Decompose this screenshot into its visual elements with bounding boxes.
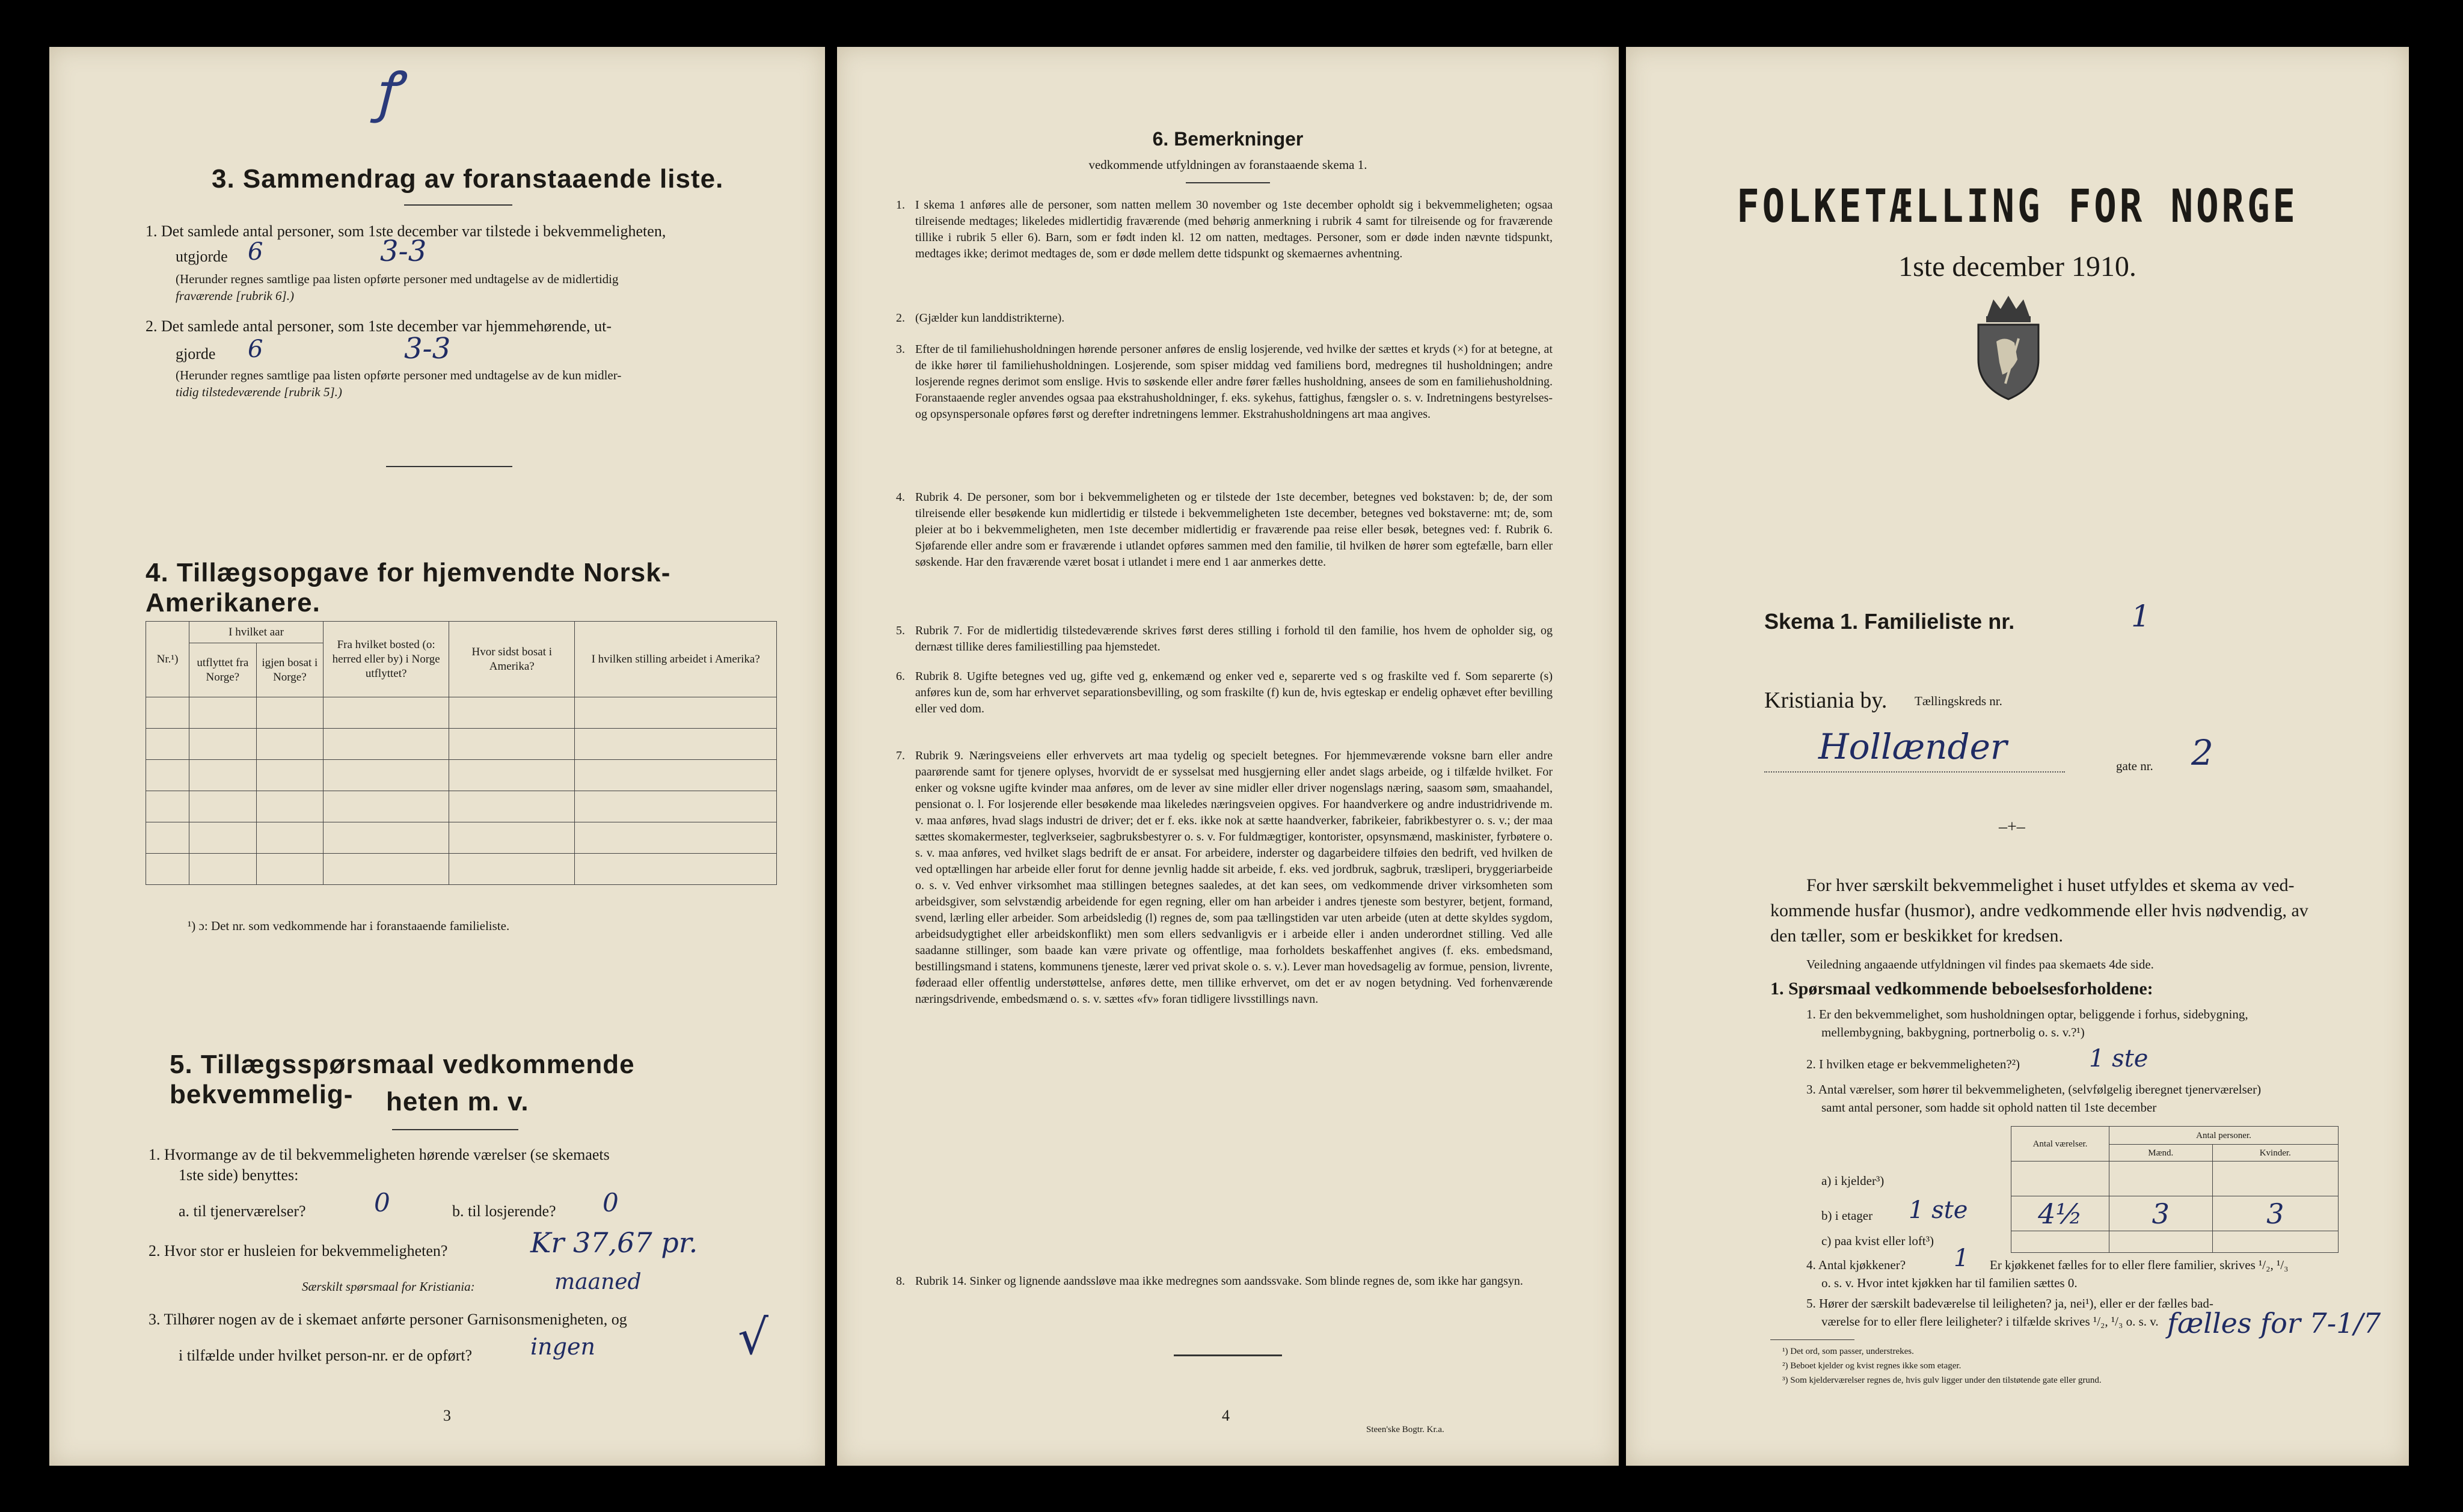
q1-1-text: 1. Er den bekvemmelighet, som husholdningen optar, beliggende i forhus, sidebygning, bbox=[1806, 1007, 2248, 1021]
q1-5-text-2: værelse for to eller flere leiligheter? i tilfælde skrives ¹/₂, ¹/₃ o. s. v. bbox=[1821, 1314, 2159, 1329]
remark-3: 3. Efter de til familiehusholdningen hørende personer anføres de enslig losjerende, ved hvilke der sættes et kryds (×) for at betegne, at de ikke hører til familiehusholdningen. Losjerende, som spiser middag ved familiens bord, medregnes til husholdningen; andre losjerende regnes derimot som enslige. Hvis to søskende eller andre fører fælles husholdning, ansees de som en familiehusholdning. Foranstaaende regler anvendes ogsaa paa ekstrahusholdninger, f. eks. sykehus, fattighus, fængsler o. s. v. Indretningens bestyrelses- og opsynspersonale opføres først og derefter indretningens lemmer. Ekstrahusholdningens art maa angives. bbox=[896, 343, 1553, 421]
printer-mark: Steen'ske Bogtr. Kr.a. bbox=[1366, 1425, 1444, 1434]
sec3-q1-text: 1. Det samlede antal personer, som 1ste december var tilstede i bekvemmeligheten, bbox=[146, 222, 666, 240]
page-middle bbox=[837, 47, 1619, 1466]
q1-5-value: fælles for 7-1/7 bbox=[2167, 1307, 2381, 1339]
document-date: 1ste december 1910. bbox=[1898, 251, 2136, 283]
table-row bbox=[146, 760, 777, 791]
col-nr: Nr.¹) bbox=[146, 622, 189, 697]
cell-kvinder: 3 bbox=[2212, 1196, 2339, 1231]
table-row bbox=[146, 729, 777, 760]
footnote-1: ¹) Det ord, som passer, understrekes. bbox=[1782, 1347, 1914, 1356]
row-etager: b) i etager bbox=[1821, 1208, 1873, 1223]
divider bbox=[404, 204, 512, 206]
remark-8: 8. Rubrik 14. Sinker og lignende aandssløve maa ikke medregnes som aandssvake. Som blinde regnes de, som ikke har gangsyn. bbox=[896, 1275, 1523, 1288]
footnote-3: ³) Som kjelderværelser regnes de, hvis gulv ligger under den tilstøtende gate eller grund. bbox=[1782, 1376, 2102, 1385]
ornament: –+– bbox=[1999, 818, 2025, 836]
sec5-q3-text: 3. Tilhører nogen av de i skemaet anførte personer Garnisonsmenigheten, og bbox=[149, 1311, 627, 1328]
q1-1-text-2: mellembygning, bakbygning, portnerbolig o. s. v.?¹) bbox=[1821, 1025, 2085, 1039]
document-title: FOLKETÆLLING FOR NORGE bbox=[1737, 179, 2298, 233]
intro-line-3: den tæller, som er beskikket for kredsen. bbox=[1770, 926, 2064, 946]
q1-4-value: 1 bbox=[1954, 1244, 1969, 1272]
sec3-q2-label: gjorde bbox=[176, 345, 216, 363]
remark-1: 1. I skema 1 anføres alle de personer, som natten mellem 30 november og 1ste december opholdt sig i bekvemmeligheten; ogsaa tilreisende medtages; likeledes midlertidig fraværende (med behørig anmerkning i rubrik 4 samt for tilreisende og for fraværende tillike i rubrik 5 eller 6). Barn, som er født inden kl. 12 om natten, medtages. Personer, som er døde inden nævnte tidspunkt, medtages ikke; derimot medtages de, som er døde mellem dette tidspunkt og skemaernes avhentning. bbox=[896, 198, 1553, 260]
table-row bbox=[146, 697, 777, 729]
col-igjen: igjen bosat i Norge? bbox=[256, 643, 323, 697]
page-number: 4 bbox=[1222, 1407, 1230, 1424]
q1-4-text-2: Er kjøkkenet fælles for to eller flere familier, skrives ¹/₂, ¹/₃ bbox=[1990, 1258, 2289, 1272]
sec3-q2-value: 6 bbox=[248, 335, 263, 363]
q1-3-text: 3. Antal værelser, som hører til bekvemmeligheten, (selvfølgelig iberegnet tjenerværelser) bbox=[1806, 1082, 2262, 1097]
col-stilling: I hvilken stilling arbeidet i Amerika? bbox=[575, 622, 777, 697]
page-left bbox=[49, 47, 825, 1466]
divider bbox=[1770, 1339, 1854, 1340]
familieliste-nr: 1 bbox=[2131, 599, 2150, 634]
check-mark: √ bbox=[738, 1309, 768, 1365]
q1-4-text: 4. Antal kjøkkener? bbox=[1806, 1258, 1906, 1272]
col-kvinder: Kvinder. bbox=[2212, 1145, 2339, 1162]
q1-5-text: 5. Hører der særskilt badeværelse til leiligheten? ja, nei¹), eller er der fælles bad- bbox=[1806, 1296, 2213, 1311]
col-sidst: Hvor sidst bosat i Amerika? bbox=[449, 622, 575, 697]
sec5-q1b-label: b. til losjerende? bbox=[452, 1202, 556, 1220]
remarks-subtitle: vedkommende utfyldningen av foranstaaende skema 1. bbox=[1088, 158, 1367, 172]
col-utflyttet: utflyttet fra Norge? bbox=[189, 643, 257, 697]
sec3-q2-handwriting: 3-3 bbox=[404, 332, 451, 366]
col-bosted: Fra hvilket bosted (o: herred eller by) i Norge utflyttet? bbox=[324, 622, 449, 697]
cell-maend: 3 bbox=[2109, 1196, 2213, 1231]
section-5-title: 5. Tillægsspørsmaal vedkommende bekvemmelig- bbox=[170, 1050, 635, 1109]
coat-of-arms-icon bbox=[1969, 293, 2047, 402]
gate-nr: 2 bbox=[2191, 732, 2213, 773]
cell-vaerelser: 4½ bbox=[2011, 1196, 2109, 1231]
sec3-q1-handwriting: 3-3 bbox=[380, 234, 427, 268]
sec3-q2-text: 2. Det samlede antal personer, som 1ste december var hjemmehørende, ut- bbox=[146, 317, 612, 335]
sec4-footnote: ¹) ɔ: Det nr. som vedkommende har i foranstaaende familieliste. bbox=[188, 919, 510, 933]
remark-5: 5. Rubrik 7. For de midlertidig tilstedeværende skrives først deres stilling i forhold til den familie, hos hvem de opholder sig, og dernæst tillike deres familiestilling paa hjemstedet. bbox=[896, 624, 1553, 653]
col-group: I hvilket aar bbox=[189, 622, 324, 643]
city-label: Kristiania by. bbox=[1764, 688, 1888, 713]
question-1-title: 1. Spørsmaal vedkommende beboelsesforholdene: bbox=[1770, 979, 2153, 999]
q1-2-value: 1 ste bbox=[2089, 1045, 2149, 1073]
sec5-q2-special: Særskilt spørsmaal for Kristiania: bbox=[302, 1279, 475, 1294]
table-row bbox=[146, 822, 777, 854]
street-line bbox=[1764, 771, 2065, 773]
page-right bbox=[1626, 47, 2409, 1466]
rooms-persons-table bbox=[2011, 1126, 2339, 1253]
sec3-q1-note-2: fraværende [rubrik 6].) bbox=[176, 289, 294, 303]
street-name: Hollænder bbox=[1818, 726, 2007, 767]
intro-line-2: kommende husfar (husmor), andre vedkommende eller hvis nødvendig, av bbox=[1770, 901, 2308, 920]
divider bbox=[392, 1129, 518, 1130]
ink-scribble: ꝭ bbox=[374, 60, 400, 123]
sec3-q2-note: (Herunder regnes samtlige paa listen opførte personer med undtagelse av de kun midler- bbox=[176, 368, 622, 382]
row-etager-value: 1 ste bbox=[1909, 1196, 1968, 1224]
sec5-q3-text-2: i tilfælde under hvilket person-nr. er de opført? bbox=[179, 1347, 473, 1364]
sec5-q1-text-2: 1ste side) benyttes: bbox=[179, 1166, 299, 1184]
skema-label: Skema 1. Familieliste nr. bbox=[1764, 609, 2015, 634]
remark-6: 6. Rubrik 8. Ugifte betegnes ved ug, gifte ved g, enkemænd og enker ved e, separerte ved s og fraskilte ved f. Som separerte (s) anføres kun de, som har erhvervet separationsbevilling, og som fraskilte (f) kun de, hvis egteskap er endelig ophævet efter bevilling eller ved dom. bbox=[896, 670, 1553, 715]
sec5-q2-label: 2. Hvor stor er husleien for bekvemmeligheten? bbox=[149, 1242, 448, 1259]
remarks-title: 6. Bemerkninger bbox=[1152, 128, 1304, 150]
table-row bbox=[146, 791, 777, 822]
section-3-title: 3. Sammendrag av foranstaaende liste. bbox=[212, 164, 724, 194]
sec5-q3-value: ingen bbox=[530, 1333, 595, 1360]
divider bbox=[386, 466, 512, 467]
sec3-q2-note-2: tidig tilstedeværende [rubrik 5].) bbox=[176, 385, 342, 399]
section-5-title-2: heten m. v. bbox=[386, 1087, 529, 1116]
q1-2-text: 2. I hvilken etage er bekvemmeligheten?²) bbox=[1806, 1057, 2020, 1071]
q1-3-text-2: samt antal personer, som hadde sit ophold natten til 1ste december bbox=[1821, 1100, 2157, 1115]
sec3-q1-label: utgjorde bbox=[176, 248, 228, 265]
sec5-q2-handwriting: maaned bbox=[554, 1270, 642, 1294]
row-kjelder: a) i kjelder³) bbox=[1821, 1174, 1885, 1188]
intro-line-1: For hver særskilt bekvemmelighet i huset utfyldes et skema av ved- bbox=[1806, 875, 2295, 895]
sec5-q1-text: 1. Hvormange av de til bekvemmeligheten hørende værelser (se skemaets bbox=[149, 1146, 610, 1163]
sec3-q1-value: 6 bbox=[248, 238, 263, 266]
remark-2: 2. (Gjælder kun landdistrikterne). bbox=[896, 311, 1065, 325]
section-4-title: 4. Tillægsopgave for hjemvendte Norsk-Amerikanere. bbox=[146, 558, 671, 617]
row-kvist: c) paa kvist eller loft³) bbox=[1821, 1234, 1934, 1248]
page-number: 3 bbox=[443, 1407, 451, 1424]
sec5-q2-value: Kr 37,67 pr. bbox=[530, 1226, 698, 1259]
col-antal-vaerelser: Antal værelser. bbox=[2011, 1127, 2109, 1162]
sec5-q1a-label: a. til tjenerværelser? bbox=[179, 1202, 306, 1220]
kreds-label: Tællingskreds nr. bbox=[1915, 694, 2002, 708]
footnote-2: ²) Beboet kjelder og kvist regnes ikke som etager. bbox=[1782, 1361, 1962, 1371]
remark-7: 7. Rubrik 9. Næringsveiens eller erhvervets art maa tydelig og specielt betegnes. For hjemmeværende voksne barn eller andre paarørende samt for tjenere oplyses, hvorvidt de er sysselsat med husgjerning eller andet slags arbeide, og i tilfælde hvilket. For enker og voksne ugifte kvinder maa anføres, om de lever av sine midler eller driver nogenslags næring, saasom søm, smaahandel, pensionat o. l. For losjerende eller besøkende maa likeledes næringsveien opgives. For haandverkere og andre industridrivende m. v. maa anføres, hvad slags industri de driver; det er f. eks. ikke nok at sætte haandverker, fabrikeier, fabrikbestyrer o. s. v.; der maa sættes skomakermester, teglverkseier, sagbruksbestyrer o. s. v. For fuldmægtiger, kontorister, opsynsmænd, maskinister, fyrbøtere o. s. v. maa anføres, ved hvilket slags bedrift de er ansat. For arbeidere, inderster og dagarbeidere tilføies den bedrift, ved hvilken de ved optællingen har arbeide eller forut for denne jevnlig hadde sit arbeide, f. eks. ved jordbruk, sagbruk, træsliperi, bryggeriarbeide o. s. v. Ved enhver virksomhet maa stillingen betegnes saaledes, at det kan sees, om vedkommende driver virksomheten som arbeidsgiver, som selvstændig arbeidende for egen regning, eller om han arbeider i andres tjeneste som bestyrer, betjent, formand, svend, lærling eller arbeider. Som arbeidsledig (l) regnes de, som paa tællingstiden var uten arbeide (uten at dette skyldes sygdom, arbeidsudygtighet eller arbeidskonflikt) men som ellers sedvanligvis er i arbeide eller i anden underordnet stilling. Ved alle saadanne stillinger, som baade kan være private og offentlige, maa forholdets beskaffenhet angives (f. eks. embedsmand, bestillingsmand i statens, kommunens tjeneste, lærer ved privat skole o. s. v.). Lever man hovedsagelig av formue, pension, livrente, føderaad eller offentlig understøttelse, anføres dette, men tillike erhvervet, om det er av nogen betydning. Ved forhenværende næringsdrivende, embedsmænd o. s. v. sættes «fv» foran tidligere livsstillings navn. bbox=[896, 749, 1553, 1006]
col-maend: Mænd. bbox=[2109, 1145, 2213, 1162]
sec5-q1b-value: 0 bbox=[603, 1188, 619, 1217]
divider bbox=[1174, 1354, 1282, 1356]
table-row bbox=[146, 854, 777, 885]
norsk-amerikanere-table bbox=[146, 621, 777, 885]
sec5-q1a-value: 0 bbox=[374, 1188, 390, 1217]
divider bbox=[1186, 182, 1270, 183]
sec3-q1-note: (Herunder regnes samtlige paa listen opførte personer med undtagelse av de midlertidig bbox=[176, 272, 619, 286]
remark-4: 4. Rubrik 4. De personer, som bor i bekvemmeligheten og er tilstede der 1ste december, betegnes ved bokstaven: b; de, der som tilreisende eller besøkende kun midlertidig er tilstede i bekvemmeligheten 1ste december, betegnes ved bokstaverne: mt; de, som pleier at bo i bekvemmeligheten, men 1ste december midlertidig er fraværende paa reise eller besøk, betegnes ved: f. Rubrik 6. Sjøfarende eller andre som er fraværende i utlandet opføres sammen med den familie, til hvilken de hører som egtefælle, barn eller søskende. Har den fraværende været bosat i utlandet i mere end 1 aar anmerkes dette. bbox=[896, 491, 1553, 569]
gate-label: gate nr. bbox=[2116, 759, 2153, 773]
col-antal-personer: Antal personer. bbox=[2109, 1127, 2339, 1145]
q1-4-text-3: o. s. v. Hvor intet kjøkken har til familien sættes 0. bbox=[1821, 1276, 2078, 1290]
intro-line-4: Veiledning angaaende utfyldningen vil findes paa skemaets 4de side. bbox=[1806, 957, 2154, 972]
